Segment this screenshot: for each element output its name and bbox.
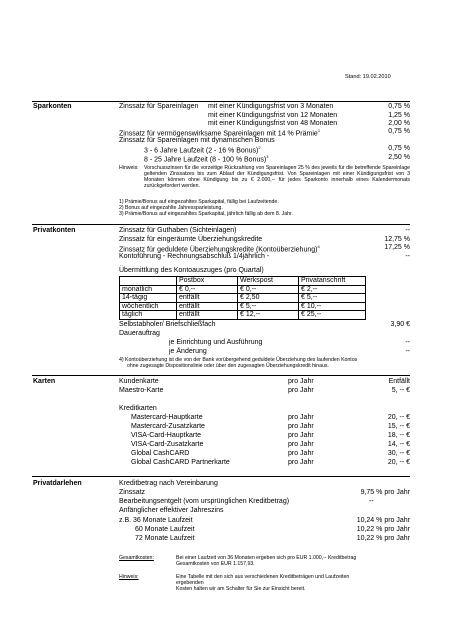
kreditkarte-per: pro Jahr [288,450,314,457]
spar-bonus-value: 0,75 % [388,145,410,152]
kreditkarte-name: Global CashCARD [131,450,190,457]
spar-zins-label: Zinssatz für Spareinlagen [119,103,199,110]
spar-frist-text: mit einer Kündigungsfrist von 3 Monaten [208,103,334,110]
kreditkarte-per: pro Jahr [288,414,314,421]
pd-hinweis-line: Eine Tabelle mit den sich aus verschiedenen Kreditbeträgen und Laufzeiten [176,574,350,580]
pd-entgelt-value: -- [369,498,374,505]
spar-frist-text: mit einer Kündigungsfrist von 12 Monaten [208,112,338,119]
table-cell: € 2,50 [238,294,299,303]
spar-frist-value: 0,75 % [388,103,410,110]
pk-row-text: Zinssatz für eingeräumte Überziehungskredite [119,236,263,243]
spar-vwl-text: Zinssatz für vermögenswirksame Spareinlagen mit 14 % Prämie$^1$ [119,128,321,138]
kreditkarte-value: 18, -- € [387,432,410,439]
karte-value: Entfällt [388,378,410,385]
table-header [120,277,177,286]
karte-per: pro Jahr [288,387,314,394]
kreditkarte-value: 20, -- € [387,414,410,421]
pd-hinweis-line: Kosten halten wir am Schalter für Sie zur Einsicht bereit. [176,586,306,592]
table-row [120,302,366,311]
kreditkarte-per: pro Jahr [288,441,314,448]
pk-row-value: 17,25 % [384,244,410,251]
table-cell: € 5,-- [299,294,366,303]
pk-row-value: -- [405,227,410,234]
karte-name: Maestro-Karte [119,387,164,394]
kreditkarte-value: 20, -- € [387,459,410,466]
spar-bonus-heading: Zinssatz für Spareinlagen mit dynamischen Bonus [119,137,275,144]
karte-per: pro Jahr [288,378,314,385]
pk-selbstabholer-text: Selbstabholer/ Briefschließfach [119,321,216,328]
table-cell: € 12,-- [238,311,299,320]
pk-dauer-text: je Einrichtung und Ausführung [169,339,263,346]
heading-privatdarlehen: Privatdarlehen [33,480,82,487]
spar-bonus-text: 8 - 25 Jahre Laufzeit (8 - 100 % Bonus)$^3$ [144,154,269,164]
pd-jahreszins: Anfänglicher effektiver Jahreszins [119,507,224,514]
pk-dauer-value: -- [405,339,410,346]
pd-zinssatz-value: 9,75 % pro Jahr [360,489,410,496]
table-cell: € 25,-- [299,311,366,320]
kreditkarte-name: Mastercard-Zusatzkarte [131,423,205,430]
kreditkarten-heading: Kreditkarten [119,405,157,412]
kreditkarte-per: pro Jahr [288,423,314,430]
spar-bonus-value: 2,50 % [388,154,410,161]
karte-value: 5, -- € [391,387,410,394]
table-cell: € 2,-- [299,285,366,294]
table-cell: entfällt [177,294,238,303]
kreditkarte-name: Mastercard-Hauptkarte [131,414,203,421]
pd-gesamt-text: Bei einer Laufzeit von 36 Monaten ergeben sich pro EUR 1.000,-- Kreditbetrag Gesamtkosten von EUR 1.157,93. [176,555,357,567]
spar-frist-value: 1,25 % [388,112,410,119]
spar-bonus-text: 3 - 6 Jahre Laufzeit (2 - 16 % Bonus)$^2$ [144,145,261,155]
table-row [120,285,366,294]
pd-zinssatz-text: Zinssatz [119,489,146,496]
table-cell: € 5,-- [238,302,299,311]
karte-name: Kundenkarte [119,378,159,385]
pd-gesamt-label: Gesamtkosten: [119,555,154,561]
pd-laufzeit-value: 10,22 % pro Jahr [356,535,410,542]
pk-dauer-value: -- [405,348,410,355]
pd-laufzeit-value: 10,24 % pro Jahr [356,517,410,524]
heading-karten: Karten [33,378,56,385]
pd-laufzeit-text: z.B. 36 Monate Laufzeit [119,517,193,524]
table-cell: täglich [120,311,177,320]
heading-sparkonten: Sparkonten [33,103,72,110]
table-row [120,311,366,320]
table-cell: € 0,-- [177,285,238,294]
heading-privatkonten: Privatkonten [33,227,76,234]
pk-footnote: ohne zugesagte Dispositionslinie oder über den zugesagten Überziehungskredit hinaus. [127,363,329,369]
spar-footnote: 1) Prämie/Bonus auf eingezahltes Sparkapital, fällig bei Laufzeitende. [119,199,279,205]
spar-hinweis-text: Vorschusszinsen für die vorzeitige Rückzahlung von Spareinlagen 25 % des jeweils für die betreffende Spareinlage geltenden Zinssatzes bis zum Ablauf der Kündigungsfrist. Von Spareinlagen mit einer Kündigungsfrist von 3 Monaten können ohne Kündigung bis zu € 2.000,-- für jedes Sparkonto innerhalb eines Kalendermonats zurückgefordert werden. [144,165,410,189]
pk-footnote: 4) Kontoüberziehung ist die von der Bank vorübergehend geduldete Überziehung des laufenden Kontos [119,357,358,363]
table-cell: € 10,-- [299,302,366,311]
kreditkarte-per: pro Jahr [288,432,314,439]
kreditkarte-value: 15, -- € [387,423,410,430]
pk-row-text: Kontoführung - Rechnungsabschluß 1/4jährlich - [119,253,270,260]
table-row [120,294,366,303]
pk-dauerauftrag: Dauerauftrag [119,330,160,337]
table-cell: entfällt [177,311,238,320]
pd-laufzeit-text: 72 Monate Laufzeit [135,535,195,542]
section-divider [32,101,410,102]
pd-hinweis-label: Hinweis: [119,574,139,580]
pd-laufzeit-text: 60 Monate Laufzeit [135,526,195,533]
spar-footnote: 2) Bonus auf eingezahlte Jahressparleistung. [119,205,223,211]
pd-hinweis-line: ergebenden [176,580,204,586]
kreditkarte-value: 30, -- € [387,450,410,457]
table-cell: 14-tägig [120,294,177,303]
stand-date: Stand: 19.02.2010 [345,74,391,80]
pd-entgelt-text: Bearbeitungsentgelt (vom ursprünglichen Kreditbetrag) [119,498,290,505]
table-header: Werkspost [238,277,299,286]
kreditkarte-name: Global CashCARD Partnerkarte [131,459,230,466]
spar-footnote: 3) Prämie/Bonus auf eingezahltes Sparkapital, jährlich fällig ab dem 8. Jahr. [119,211,293,217]
table-cell: € 0,-- [238,285,299,294]
spar-frist-value: 2,00 % [388,120,410,127]
pk-dauer-text: je Änderung [169,348,207,355]
pk-selbstabholer-value: 3,90 € [390,321,410,328]
spar-frist-text: mit einer Kündigungsfrist von 48 Monaten [208,120,338,127]
kreditkarte-name: VISA-Card-Hauptkarte [131,432,202,439]
pk-row-text: Zinssatz für Guthaben (Sichteinlagen) [119,227,237,234]
pd-laufzeit-value: 10,22 % pro Jahr [356,526,410,533]
table-cell: wöchentlich [120,302,177,311]
kreditkarte-per: pro Jahr [288,459,314,466]
table-header: Postbox [177,277,238,286]
pd-kreditbetrag: Kreditbetrag nach Vereinbarung [119,480,218,487]
pk-row-text: Zinssatz für geduldete Überziehungskredite (Kontoüberziehung)$^4$ [119,244,320,254]
kontoauszug-table [119,276,366,320]
spar-hinweis-label: Hinweis: [119,165,139,171]
pk-auszug-heading: Übermittlung des Kontoauszuges (pro Quartal) [119,267,264,274]
kreditkarte-name: VISA-Card-Zusatzkarte [131,441,204,448]
section-divider [32,375,410,376]
table-cell: entfällt [177,302,238,311]
table-header-row [120,277,366,286]
pk-row-value: 12,75 % [384,236,410,243]
spar-vwl-value: 0,75 % [388,128,410,135]
section-divider [32,224,410,225]
table-cell: monatlich [120,285,177,294]
pk-row-value: -- [405,253,410,260]
section-divider [32,476,410,477]
table-header: Privatanschrift [299,277,366,286]
kreditkarte-value: 14, -- € [387,441,410,448]
